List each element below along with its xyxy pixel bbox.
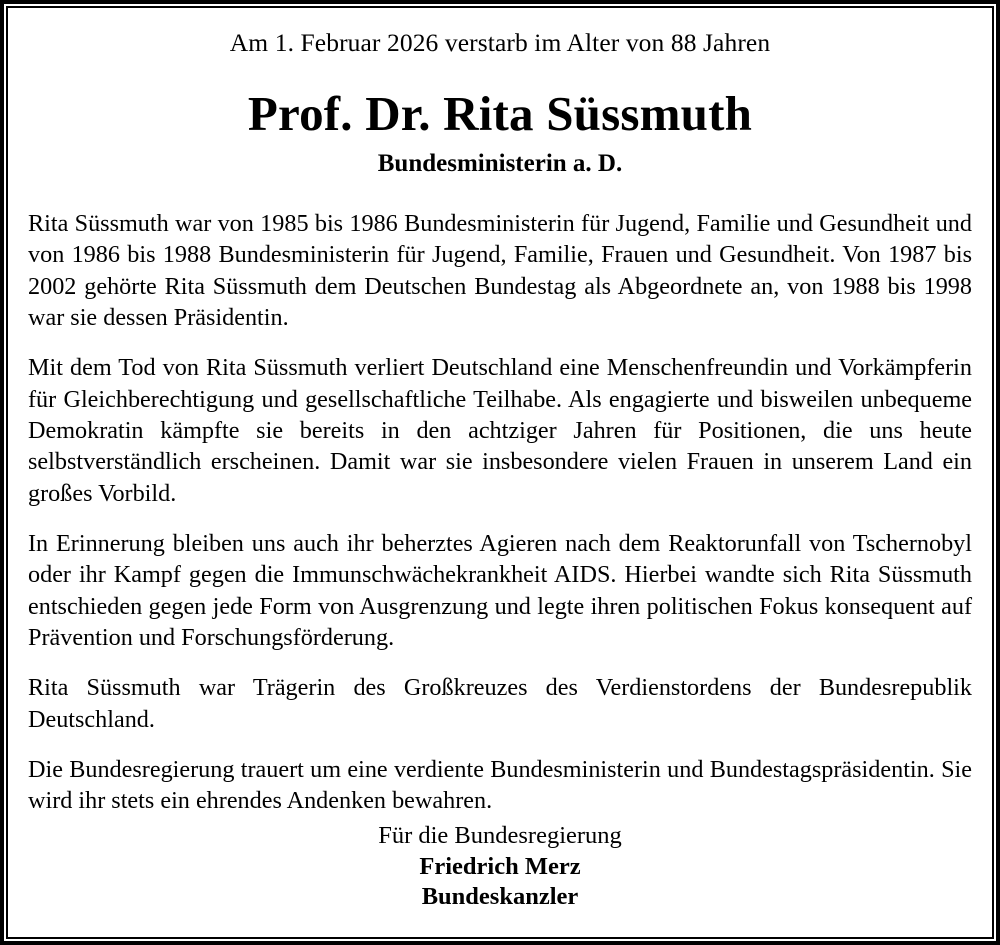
- deceased-name: Prof. Dr. Rita Süssmuth: [247, 86, 753, 142]
- body-paragraph: Rita Süssmuth war Trägerin des Großkreuzes des Verdienstordens der Bundesrepublik Deutschland.: [28, 674, 972, 733]
- body-paragraph: Mit dem Tod von Rita Süssmuth verliert Deutschland eine Menschenfreundin und Vorkämpferin für Gleichberechtigung und gesellschaftliche Teilhabe. Als engagierte und bisweilen unbequeme Demokratin kämpfte sie bereits in den achtziger Jahren für Positionen, die uns heute selbstverständlich erscheinen. Damit war sie insbesondere vielen Frauen in unserem Land ein großes Vorbild.: [28, 354, 972, 507]
- body-paragraph: In Erinnerung bleiben uns auch ihr beherztes Agieren nach dem Reaktorunfall von Tschernobyl oder ihr Kampf gegen die Immunschwächekrankheit AIDS. Hierbei wandte sich Rita Süssmuth entschieden gegen jede Form von Ausgrenzung und legte ihren politischen Fokus konsequent auf Prävention und Forschungsförderung.: [28, 529, 972, 651]
- notice-header: [28, 22, 972, 179]
- signatory-name: Friedrich Merz: [419, 852, 581, 880]
- obituary-body: [28, 208, 972, 817]
- body-paragraph: Die Bundesregierung trauert um eine verdiente Bundesministerin und Bundestagspräsidentin. Sie wird ihr stets ein ehrendes Andenken bewahren.: [28, 755, 972, 815]
- notice-content: [8, 8, 992, 937]
- death-announcement-line: Am 1. Februar 2026 verstarb im Alter von 88 Jahren: [229, 28, 771, 57]
- signature-block: [28, 821, 972, 927]
- deceased-title: Bundesministerin a. D.: [377, 150, 623, 178]
- body-paragraph: Rita Süssmuth war von 1985 bis 1986 Bundesministerin für Jugend, Familie und Gesundheit und von 1986 bis 1988 Bundesministerin für Jugend, Familie, Frauen und Gesundheit. Von 1987 bis 2002 gehörte Rita Süssmuth dem Deutschen Bundestag als Abgeordnete an, von 1988 bis 1998 war sie dessen Präsidentin.: [28, 209, 972, 331]
- signature-intro: Für die Bundesregierung: [378, 822, 622, 850]
- signatory-role: Bundeskanzler: [421, 883, 579, 911]
